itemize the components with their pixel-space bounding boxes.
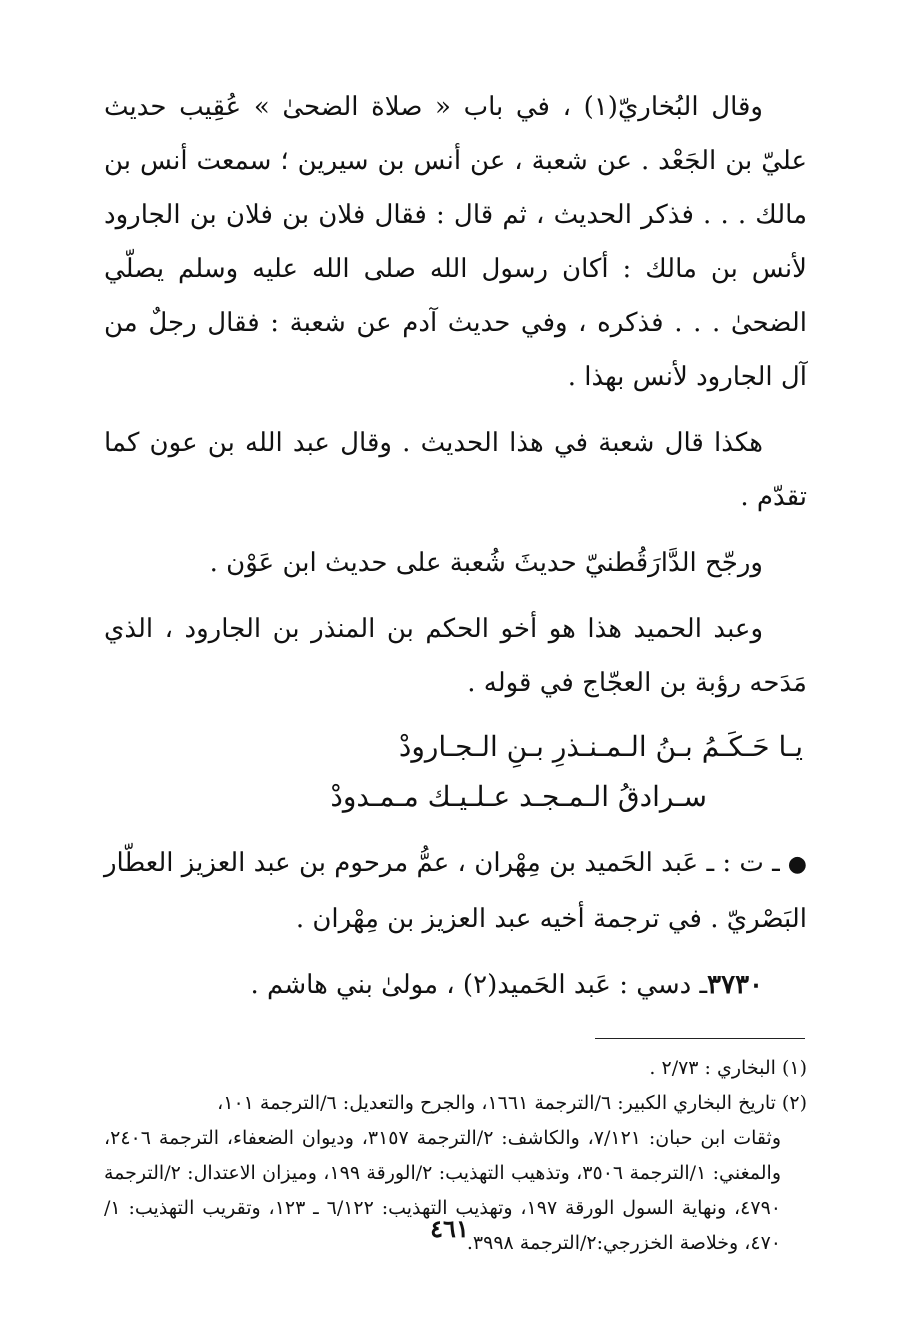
footnote-separator bbox=[595, 1038, 805, 1039]
entry-t bbox=[104, 836, 807, 946]
paragraph-daraqutni: ورجّح الدَّارَقُطنيّ حديثَ شُعبة على حديث ابن عَوْن . bbox=[209, 548, 763, 578]
footnote-2-continuation: وثقات ابن حبان: ٧/١٢١، والكاشف: ٢/الترجمة ٣١٥٧، وديوان الضعفاء، الترجمة ٢٤٠٦، والمغني: ١/الترجمة ٣٥٠٦، وتذهيب التهذيب: ٢/الورقة ١٩٩، وميزان الاعتدال: ٢/الترجمة ٤٧٩٠، ونهاية السول الورقة ١٩٧، وتهذيب التهذيب: ٦/١٢٢ ـ ١٢٣، وتقريب التهذيب: ١/ ٤٧٠، وخلاصة الخزرجي:٢/الترجمة ٣٩٩٨. bbox=[104, 1127, 781, 1254]
paragraph-bukhari: وقال البُخاريّ(١) ، في باب « صلاة الضحىٰ » عُقِيب حديث عليّ بن الجَعْد . عن شعبة ، عن أنس بن سيرين ؛ سمعت أنس بن مالك . . . فذكر الحديث ، ثم قال : فقال فلان بن فلان بن الجارود لأنس بن مالك : أكان رسول الله صلى الله عليه وسلم يصلّي الضحىٰ . . . فذكره ، وفي حديث آدم عن شعبة : فقال رجلٌ من آل الجارود لأنس بهذا . bbox=[104, 92, 807, 392]
bullet-icon: ● bbox=[787, 852, 807, 877]
paragraph-shuba: هكذا قال شعبة في هذا الحديث . وقال عبد الله بن عون كما تقدّم . bbox=[104, 428, 807, 512]
verse bbox=[104, 722, 807, 822]
entry-number: ٣٧٣٠ bbox=[707, 970, 763, 1000]
entry-3730 bbox=[104, 958, 807, 1012]
footnote-1: (١) البخاري : ٢/٧٣ . bbox=[649, 1057, 807, 1079]
verse-line-2: سـرادقُ الـمـجـد عـلـيـك مـمـدودْ bbox=[330, 780, 707, 813]
page-number: ٤٦١ bbox=[430, 1214, 469, 1243]
entry-t-text: ـ ت : ـ عَبد الحَميد بن مِهْران ، عمُّ مرحوم بن عبد العزيز العطّار البَصْريّ . في ترجمة أخيه عبد العزيز بن مِهْران . bbox=[104, 848, 807, 934]
entry-3730-text: ـ دسي : عَبد الحَميد(٢) ، مولىٰ بني هاشم . bbox=[250, 970, 708, 1000]
verse-line-1: يـا حَـكَـمُ بـنُ الـمـنـذرِ بـنِ الـجـارودْ bbox=[398, 730, 803, 763]
footnote-2-first-line: (٢) تاريخ البخاري الكبير: ٦/الترجمة ١٦٦١، والجرح والتعديل: ٦/الترجمة ١٠١، bbox=[217, 1092, 807, 1114]
main-text bbox=[104, 80, 807, 1012]
paragraph-abd-al-hamid: وعبد الحميد هذا هو أخو الحكم بن المنذر بن الجارود ، الذي مَدَحه رؤبة بن العجّاج في قوله . bbox=[104, 614, 807, 698]
